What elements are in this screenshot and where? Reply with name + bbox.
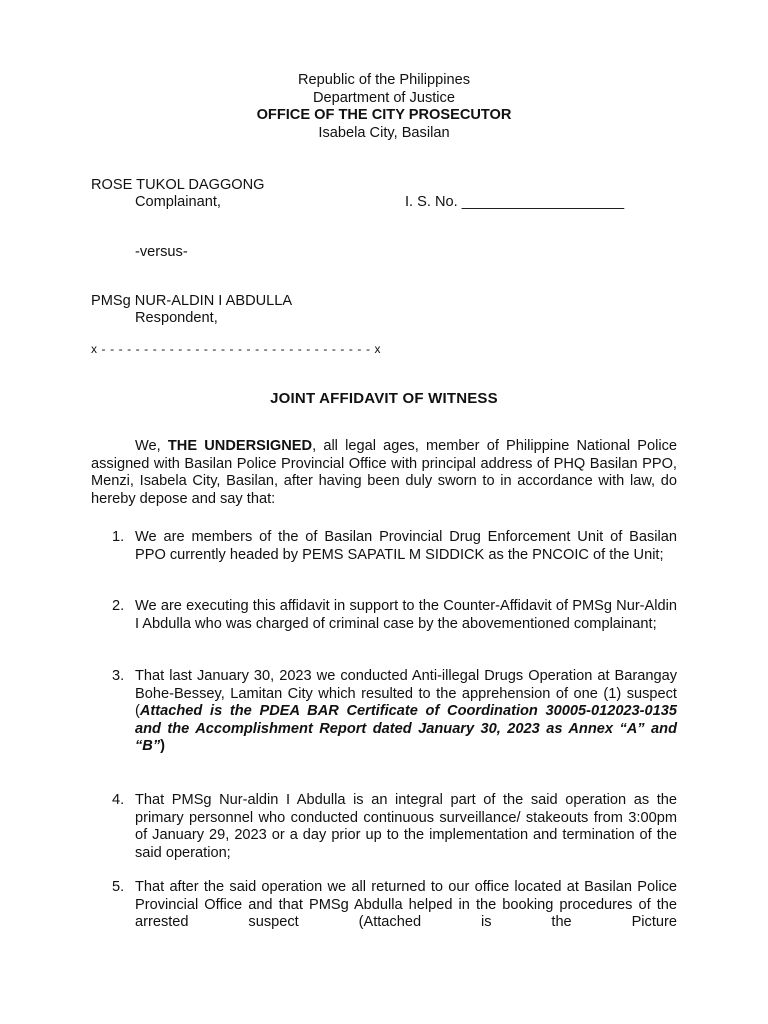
item-5-number: 5. xyxy=(112,879,125,895)
intro-lead: We, xyxy=(135,438,161,454)
versus-label: -versus- xyxy=(135,244,188,260)
item-4-number: 4. xyxy=(112,792,125,808)
respondent-label: Respondent, xyxy=(135,310,218,326)
item-4-text: That PMSg Nur-aldin I Abdulla is an integral part of the said operation as the primary personnel who conducted continuous surveillance/ stakeouts from 3:00pm of January 29, 2023 or a day prior up to the implementation and termination of the said operation; xyxy=(135,792,677,861)
header-location: Isabela City, Basilan xyxy=(318,125,450,141)
item-1-number: 1. xyxy=(112,529,125,545)
item-2-text: We are executing this affidavit in support to the Counter-Affidavit of PMSg Nur-Aldin I Abdulla who was charged of criminal case by the abovementioned complainant; xyxy=(135,598,677,632)
item-1-text: We are members of the of Basilan Provincial Drug Enforcement Unit of Basilan PPO currently headed by PEMS SAPATIL M SIDDICK as the PNCOIC of the Unit; xyxy=(135,529,677,563)
complainant-name: ROSE TUKOL DAGGONG xyxy=(91,177,265,193)
item-3-paragraph xyxy=(135,668,677,756)
header-department: Department of Justice xyxy=(313,90,455,106)
respondent-name: PMSg NUR-ALDIN I ABDULLA xyxy=(91,293,293,309)
header-republic: Republic of the Philippines xyxy=(298,72,470,88)
item-3-number: 3. xyxy=(112,668,125,684)
intro-rest: , all legal ages, member of Philippine National Police assigned with Basilan Police Provincial Office with principal address of PHQ Basilan PPO, Menzi, Isabela City, Basilan, after having been duly sworn to in accordance with law, do hereby depose and say that: xyxy=(91,438,677,507)
item-3-text: That last January 30, 2023 we conducted Anti-illegal Drugs Operation at Barangay Bohe-Bessey, Lamitan City which resulted to the apprehension of one (1) suspect ( xyxy=(135,668,677,719)
intro-bold: THE UNDERSIGNED xyxy=(167,438,313,454)
item-5-text: That after the said operation we all returned to our office located at Basilan Police Provincial Office and that PMSg Abdulla helped in the booking procedures of the arrested suspect (Attached is the Picture xyxy=(135,879,677,930)
complainant-label: Complainant, xyxy=(135,194,221,210)
document-title: JOINT AFFIDAVIT OF WITNESS xyxy=(270,390,498,407)
caption-separator: x - - - - - - - - - - - - - - - - - - - - - - - - - - - - - - - - x xyxy=(91,342,382,356)
item-3-italic: Attached is the PDEA BAR Certificate of Coordination 30005-012023-0135 and the Accomplishment Report dated January 30, 2023 as Annex “A” and “B” xyxy=(135,703,677,754)
item-2-number: 2. xyxy=(112,598,125,614)
item-3-tail: ) xyxy=(160,738,166,754)
header-office: OFFICE OF THE CITY PROSECUTOR xyxy=(256,107,512,123)
is-number-label: I. S. No. ____________________ xyxy=(405,194,625,210)
intro-paragraph xyxy=(91,438,677,508)
